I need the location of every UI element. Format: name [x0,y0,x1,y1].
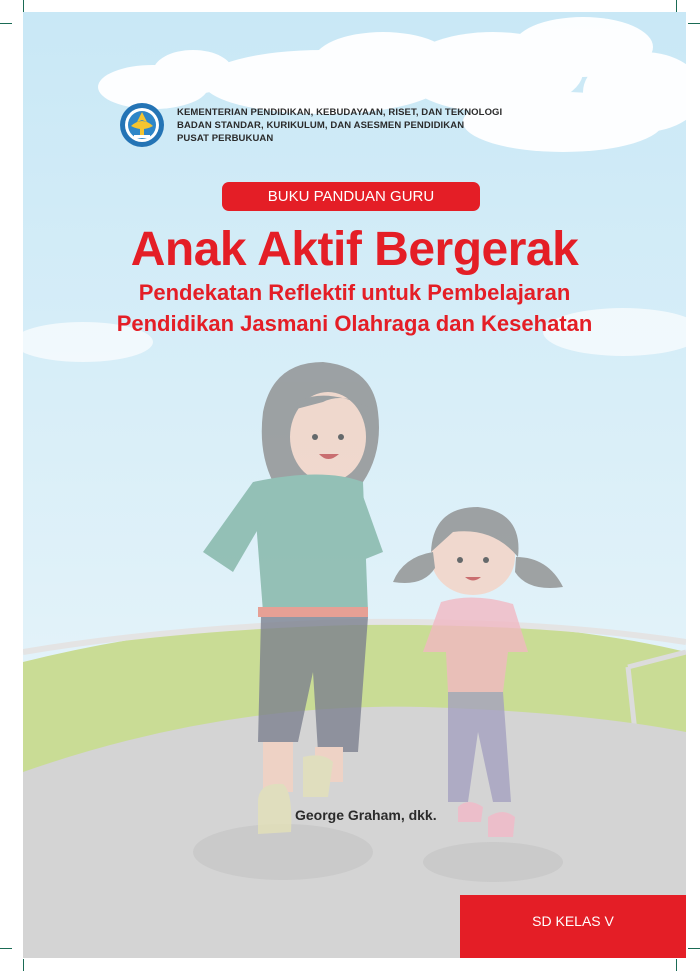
institution-name [177,106,502,145]
center-name: PUSAT PERBUKUAN [177,132,274,144]
crop-mark [23,0,24,12]
crop-mark [688,948,700,949]
book-author: George Graham, dkk. [295,807,437,823]
grade-label: SD KELAS V [460,895,686,958]
book-subtitle-line2: Pendidikan Jasmani Olahraga dan Kesehatan [116,311,593,336]
crop-mark [0,948,12,949]
book-cover [23,12,686,958]
book-subtitle-line1: Pendekatan Reflektif untuk Pembelajaran [138,280,571,305]
crop-mark [676,0,677,12]
crop-mark [688,23,700,24]
tut-wuri-handayani-emblem-icon [119,102,165,148]
institution-header [119,102,502,148]
book-title: Anak Aktif Bergerak [130,223,579,276]
ministry-name: KEMENTERIAN PENDIDIKAN, KEBUDAYAAN, RISET, DAN TEKNOLOGI [177,106,503,118]
crop-mark [23,959,24,971]
crop-mark [0,23,12,24]
agency-name: BADAN STANDAR, KURIKULUM, DAN ASESMEN PENDIDIKAN [177,119,465,131]
book-type-badge: BUKU PANDUAN GURU [222,182,480,211]
crop-mark [676,959,677,971]
